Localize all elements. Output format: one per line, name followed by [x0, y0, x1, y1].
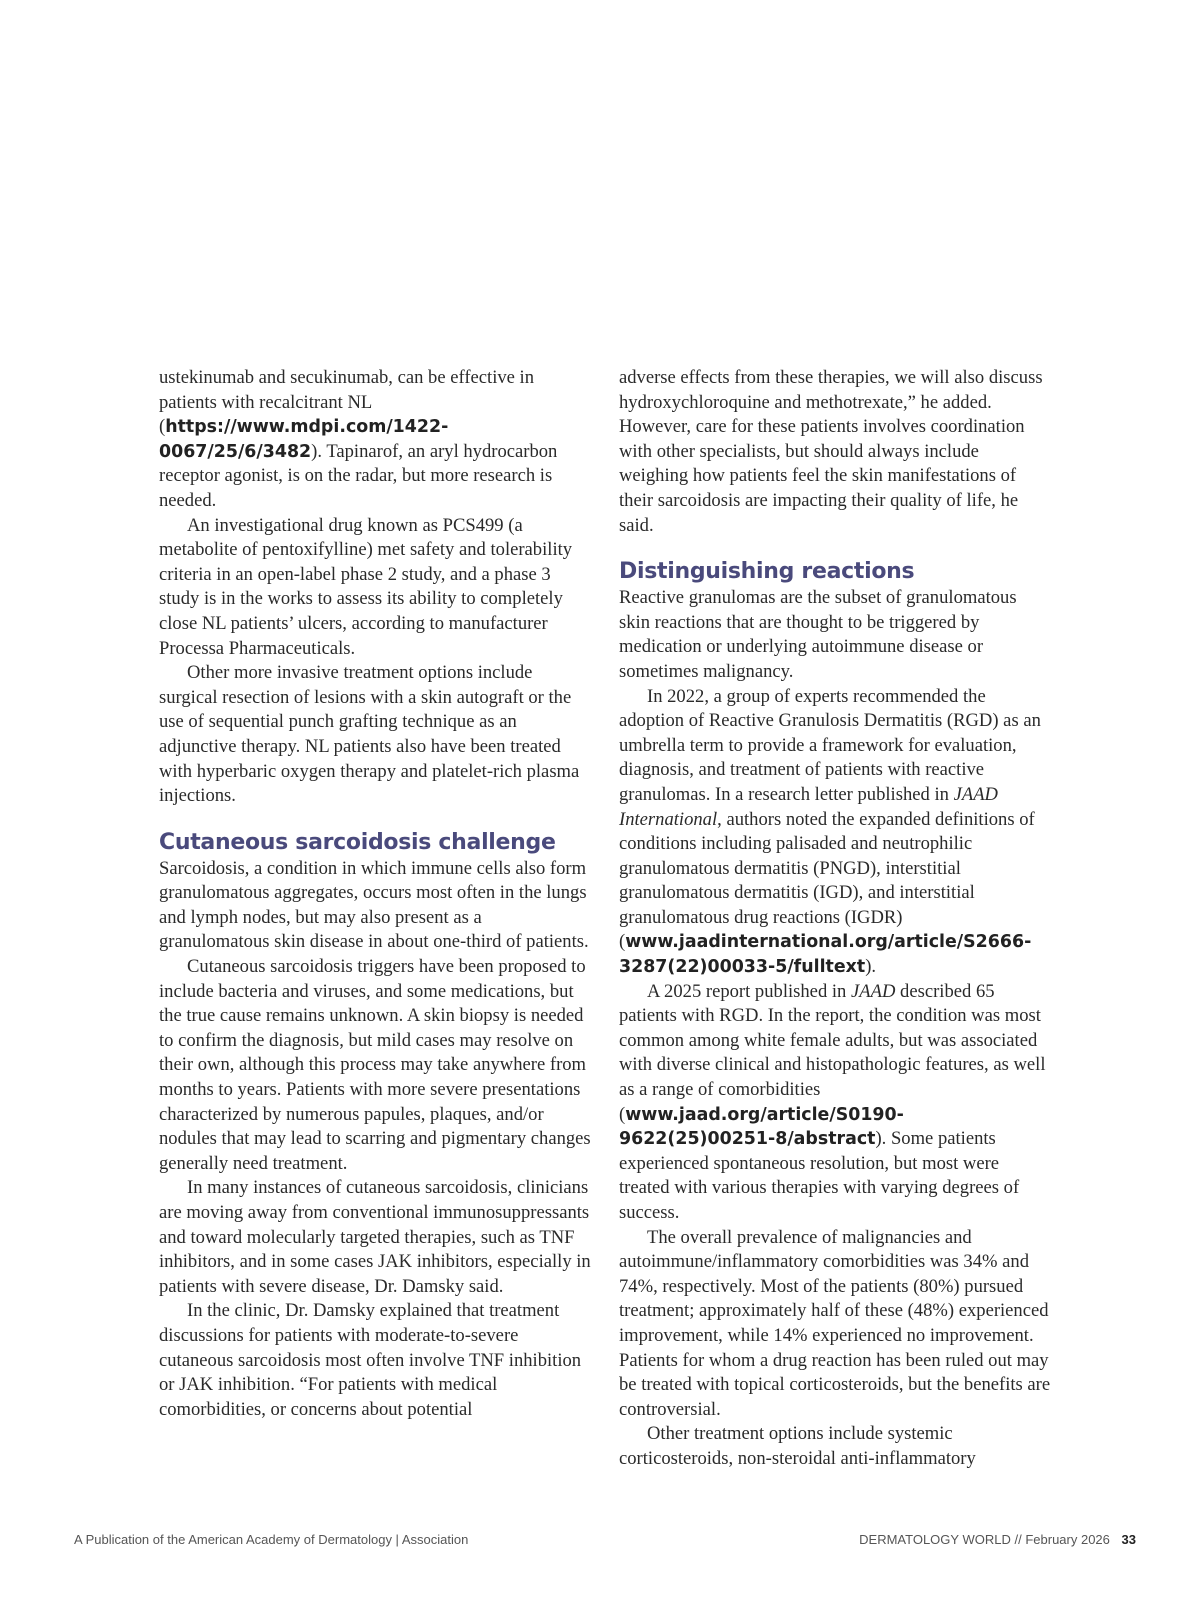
body-paragraph: Cutaneous sarcoidosis triggers have been proposed to include bacteria and viruses, and some medications, but the true cause remains unknown. A skin biopsy is needed to confirm the diagnosis, but mild cases may resolve on their own, although this process may take anywhere from months to years. Patients with more severe presentations characterized by numerous papules, plaques, and/or nodules that may lead to scarring and pigmentary changes generally need treatment.: [159, 956, 591, 1174]
body-paragraph: An investigational drug known as PCS499 (a metabolite of pentoxifylline) met safety and tolerability criteria in an open-label phase 2 study, and a phase 3 study is in the works to assess its ability to completely close NL patients’ ulcers, according to manufacturer Processa Pharmaceuticals.: [159, 514, 573, 659]
body-paragraph: Reactive granulomas are the subset of granulomatous skin reactions that are thought to be triggered by medication or underlying autoimmune disease or sometimes malignancy.: [619, 587, 1017, 682]
journal-title: JAAD International: [619, 783, 998, 830]
body-paragraph: Other more invasive treatment options include surgical resection of lesions with a skin autograft or the use of sequential punch grafting technique as an adjunctive therapy. NL patients also have been treated with hyperbaric oxygen therapy and platelet-rich plasma injections.: [159, 662, 580, 807]
body-paragraph: The overall prevalence of malignancies and autoimmune/inflammatory comorbidities was 34% and 74%, respectively. Most of the patients (80%) pursued treatment; approximately half of these (48%) experienced improvement, while 14% experienced no improvement. Patients for whom a drug reaction has been ruled out may be treated with topical corticosteroids, but the benefits are controversial.: [619, 1226, 1051, 1420]
body-paragraph: In many instances of cutaneous sarcoidosis, clinicians are moving away from conventional immunosuppressants and toward molecularly targeted therapies, such as TNF inhibitors, and in some cases JAK inhibitors, especially in patients with severe disease, Dr. Damsky said.: [159, 1177, 591, 1297]
body-paragraph: Sarcoidosis, a condition in which immune cells also form granulomatous aggregates, occurs most often in the lungs and lymph nodes, but may also present as a granulomatous skin disease in about one-third of patients.: [159, 857, 589, 953]
magazine-name: DERMATOLOGY WORLD: [859, 1532, 1011, 1547]
issue-date: February 2026: [1025, 1532, 1110, 1547]
footer-separator: //: [1014, 1532, 1022, 1547]
body-paragraph: In 2022, a group of experts recommended the adoption of Reactive Granulosis Dermatitis (RGD) as an umbrella term to provide a framework for evaluation, diagnosis, and treatment of patients with reactive granulomas. In a research letter published in JAAD International, authors noted the expanded definitions of conditions including palisaded and neutrophilic granulomatous dermatitis (PNGD), interstitial granulomatous dermatitis (IGD), and interstitial granulomatous drug reactions (IGDR) (www.jaadinternational.org/article/S2666-3287(22)00033-5/fulltext).: [619, 685, 1041, 978]
right-column: [619, 366, 1051, 1472]
body-paragraph: Other treatment options include systemic corticosteroids, non-steroidal anti-inflammatory: [619, 1423, 976, 1469]
body-paragraph: In the clinic, Dr. Damsky explained that treatment discussions for patients with moderate-to-severe cutaneous sarcoidosis most often involve TNF inhibition or JAK inhibition. “For patients with medical comorbidities, or concerns about potential: [159, 1300, 582, 1420]
section-heading: Distinguishing reactions: [619, 559, 915, 585]
body-paragraph: adverse effects from these therapies, we will also discuss hydroxychloroquine and methotrexate,” he added. However, care for these patients involves coordination with other specialists, but should always include weighing how patients feel the skin manifestations of their sarcoidosis are impacting their quality of life, he said.: [619, 367, 1043, 536]
body-paragraph: A 2025 report published in JAAD described 65 patients with RGD. In the report, the condition was most common among white female adults, but was associated with diverse clinical and histopathologic features, as well as a range of comorbidities (www.jaad.org/article/S0190-9622(25)00251-8/abstract). Some patients experienced spontaneous resolution, but most were treated with various therapies with varying degrees of success.: [619, 980, 1046, 1223]
footer-publisher: A Publication of the American Academy of Dermatology | Association: [74, 1532, 469, 1547]
footer-issue: [859, 1532, 1136, 1547]
article-link[interactable]: www.jaad.org/article/S0190-9622(25)00251-8/abstract: [619, 1104, 904, 1150]
section-heading: Cutaneous sarcoidosis challenge: [159, 829, 556, 855]
page-number: 33: [1121, 1532, 1136, 1547]
left-column: [159, 366, 591, 1422]
article-link[interactable]: https://www.mdpi.com/1422-0067/25/6/3482: [159, 417, 449, 462]
journal-title: JAAD: [851, 980, 896, 1002]
article-link[interactable]: www.jaadinternational.org/article/S2666-3287(22)00033-5/fulltext: [619, 932, 1032, 978]
body-paragraph: ustekinumab and secukinumab, can be effective in patients with recalcitrant NL (https://www.mdpi.com/1422-0067/25/6/3482). Tapinarof, an aryl hydrocarbon receptor agonist, is on the radar, but more research is needed.: [159, 367, 558, 511]
